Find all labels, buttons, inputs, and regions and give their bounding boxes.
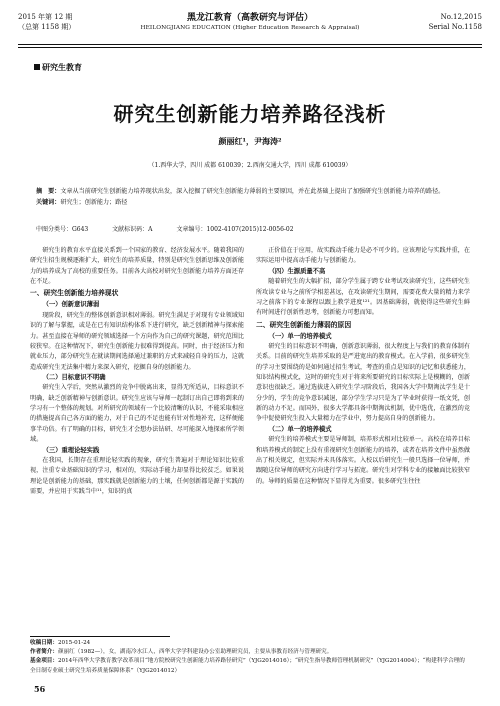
header-rule (18, 44, 482, 45)
fund-info (30, 657, 470, 675)
serial-en: Serial No.1158 (428, 23, 482, 31)
column-label-text: 研究生教育 (42, 62, 82, 72)
abstract-text: 文章从当前研究生创新能力培养现状出发，深入挖掘了研究生创新能力薄弱的主要原因，并在此基础上提出了加强研究生创新能力培养的路径。 (60, 188, 445, 195)
received-value: 2015-01-24 (57, 640, 91, 646)
body-paragraph: 研究生入学后，突然从激烈的竞争中脱离出来，显得无所适从，目标意识不明确，缺乏创新精神与创新意识。研究生应该与导师一起制订出自己即将到来的学习有一个整体的规划。对所研究的领域有一个比较清晰的认识，不能采取相应的措施提高自己各方面的能力，对于自己的不足也能有针对性地补充，这样便能事半功倍。有了明确的目标，研究生才会想办法钻研、尽可能深入地探索所学领域。 (30, 384, 244, 444)
subsection-heading: （四）生源质量不高 (268, 267, 326, 275)
abstract-label: 摘 要： (36, 188, 61, 195)
clc-number: 中图分类号：G643 (36, 226, 89, 233)
journal-name-en: HEILONGJIANG EDUCATION (Higher Education Research & Appraisal) (140, 25, 360, 31)
journal-name-cn: 黑龙江教育（高教研究与评估） (186, 13, 313, 23)
document-code: 文献标识码：A (112, 226, 153, 233)
article-number: 文章编号：1002-4107(2015)12-0056-02 (176, 226, 294, 233)
issue-en: No.12,2015 (440, 13, 482, 21)
subsection-heading: （一）单一的培养模式 (268, 332, 332, 340)
article-title: 研究生创新能力培养路径浅析 (113, 102, 387, 126)
square-bullet-icon (34, 64, 40, 70)
received-date (30, 639, 470, 648)
keywords-text: 研究生；创新能力；路径 (60, 199, 128, 206)
body-paragraph: 研究生的目标意识不明确，创新意识薄弱，很大程度上与我们的教育体制有关系。目前的研究生培养采取的是严进宽出的教育模式。在入学前，很多研究生的学习主要围绕的是如何通过招生考试，考查的重点是知识的记忆和获悉能力，知识结构模式化，这时的研究生对于将来所要研究的目标实际上是模糊的，创新意识也很缺乏。通过选拔进入研究生学习阶段后，我国各大学中期淘汰学生是十分少的，学生的竞争意识减退，部分学生学习只是为了毕业时获得一纸文凭，创新的动力不足。而国外，很多大学都具备中期淘汰机制，优中选优，在激烈的竞争中促使研究生投入大量精力在学业中，努力提高自身的创新能力。 (256, 343, 470, 423)
keywords-label: 关键词： (36, 199, 61, 206)
subsection-heading: （一）创新意识薄弱 (42, 301, 100, 309)
author-affiliation: （1.西华大学，四川 成都 610039；2.西南交通大学，四川 成都 610039） (148, 162, 352, 169)
running-header (18, 12, 482, 48)
body-paragraph: 正价值在于应用，故实践动手能力是必不可少的。应该理论与实践并重，在实际运用中提高动手能力与创新能力。 (256, 247, 470, 265)
serial-cn: （总第 1158 期） (18, 23, 76, 31)
header-right (429, 12, 482, 32)
author-bio-text: 颜丽红（1982—），女，湖南冷水江人，西华大学学科建设办公室助理研究员，主要从事教育经济与管理研究。 (57, 649, 333, 656)
section-heading: 一、研究生创新能力培养现状 (30, 289, 119, 298)
abstract (36, 186, 464, 208)
footnotes (30, 639, 470, 676)
issue-cn: 2015 年第 12 期 (18, 13, 73, 21)
article-meta (36, 225, 464, 235)
fund-text: 2014年西华大学教育教学改革项目“地方院校研究生创新能力培养路径研究”（YJG2014016）；“研究生指导教师管理机制研究”（YJG2014004）；“构建科学合理的全日制专业硕士研究生培养质量保障体系”（YJG2014012） (30, 658, 465, 674)
subsection-heading: （二）单一的培养模式 (268, 425, 332, 433)
fund-label: 基金项目： (30, 658, 58, 665)
section-heading: 二、研究生创新能力薄弱的原因 (256, 320, 352, 329)
column-label (34, 62, 82, 73)
header-rule-thin (18, 47, 482, 48)
author-bio-label: 作者简介： (30, 649, 58, 656)
page-number: 56 (34, 684, 46, 694)
body-paragraph: 随着研究生的大幅扩招，部分学生属于跨专业考试攻读研究生，这些研究生所攻读专业与之前所学相差甚远，在攻读研究生期间，需要花费大量的精力来学习之前落下的专业课程以跟上教学进度¹²¹。因基础薄弱，就使得这些研究生鲜有时间进行创新性思考，创新能力可想而知。 (256, 278, 470, 317)
body-paragraph: 在我国，长期存在重理论轻实践的现象，研究生普遍对于理论知识比较重视，注重专业基础知识的学习，相对的，实际动手能力却显得比较贫乏。如果说理论是创新能力的基础，那实践就是创新能力的土壤，任何创新都是源于实践的需要，并应用于实践当中¹¹，知识的真 (30, 457, 244, 496)
article-authors: 颜丽红¹，尹海涛² (218, 136, 282, 146)
body-paragraph: 研究生的培养模式主要是导师制，培养形式相对比较单一。高校在培养目标和培养模式的制定上没有重视研究生创新能力的培养，或者在培养文件中虽然做出了相关规定，但实际并未具体落实。入校以后研究生一般只选择一位导师，并跟随这位导师的研究方向进行学习与拓宽。研究生对学科专业的接触面比较狭窄的。导师的质量在这种情况下显得尤为重要。很多研究生往往 (256, 436, 470, 485)
subsection-heading: （三）重理论轻实践 (42, 446, 100, 454)
author-bio (30, 648, 470, 657)
body-paragraph: 研究生的教育水平直接关系到一个国家的教育、经济发展水平。随着我国的研究生招生规模逐渐扩大，研究生的培养质量，特别是研究生创新思维及创新能力的培养成为了高校的重要任务。目前各大高校对研究生创新能力培养方面还存在不足。 (30, 247, 244, 286)
received-label: 收稿日期： (30, 640, 58, 646)
abstract-paragraph (36, 186, 464, 197)
footnote-rule (30, 636, 170, 637)
header-center (18, 12, 482, 33)
body-paragraph: 现阶段，研究生的整体创新意识相对薄弱。研究生满足于对现有专业领域知识的了解与掌握，或是在已有知识结构体系下进行研究，缺乏创新精神与探索能力。甚至直接在导师的研究领域选择一个方向作为自己的研究课题，研究范围比较狭窄。在这种情况下，研究生创新能力很难得到提高。同时，由于经济压力和就业压力，部分研究生在就读期间选择通过兼职的方式来减轻自身的压力，这就造成研究生无法集中精力来深入研究，挖掘自身的创新能力。 (30, 311, 244, 371)
body-column-right (256, 246, 470, 487)
keywords-line (36, 197, 464, 208)
subsection-heading: （二）目标意识不明确 (42, 373, 106, 381)
body-column-left (30, 246, 244, 497)
